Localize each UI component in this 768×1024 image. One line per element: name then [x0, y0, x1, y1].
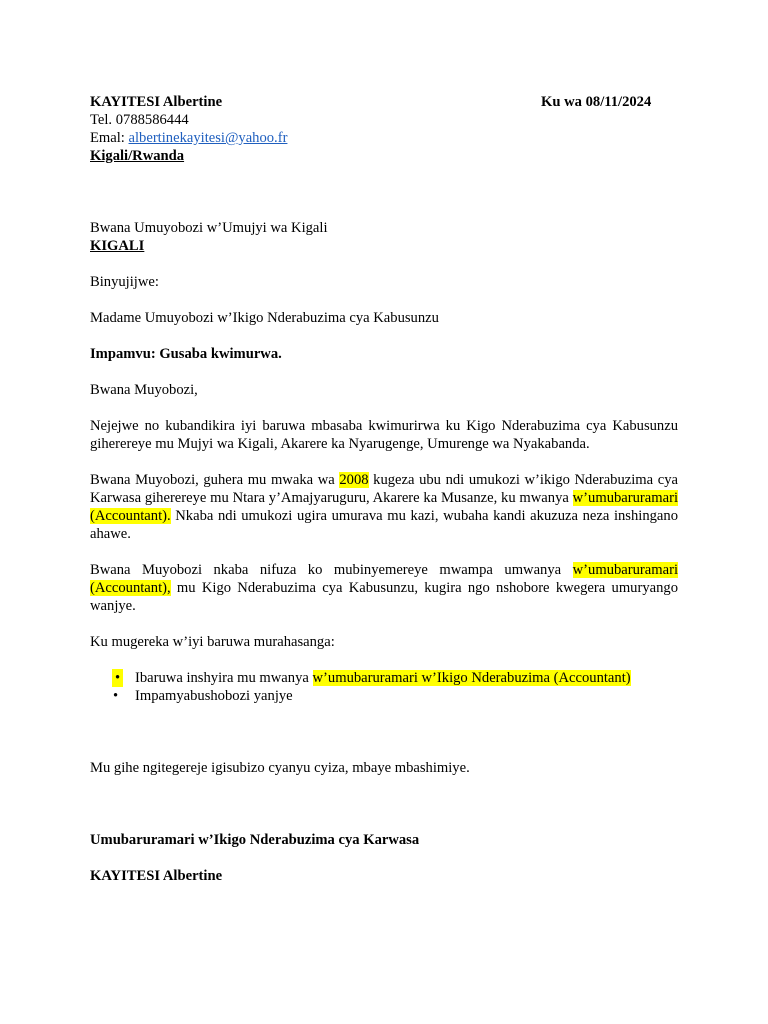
sender-email-link[interactable]: albertinekayitesi@yahoo.fr — [128, 130, 288, 146]
paragraph-request-text-1: Bwana Muyobozi nkaba nifuza ko mubinyemereye mwampa umwanya — [90, 562, 573, 578]
list-item — [90, 687, 678, 705]
salutation: Bwana Muyobozi, — [90, 382, 198, 398]
attachments-list — [90, 669, 678, 705]
recipient-city: KIGALI — [90, 238, 145, 254]
sender-header-row — [90, 93, 678, 111]
highlight-requested-position: w’umubaruramari (Accountant), — [90, 562, 678, 596]
recipient-line: Bwana Umuyobozi w’Umujyi wa Kigali — [90, 220, 328, 236]
subject-line: Impamvu: Gusaba kwimurwa. — [90, 346, 282, 362]
attachment-text: Ibaruwa inshyira mu mwanya — [135, 670, 313, 686]
highlight-position: w’umubaruramari (Accountant). — [90, 490, 678, 524]
paragraph-request — [90, 561, 678, 615]
signature-title: Umubaruramari w’Ikigo Nderabuzima cya Karwasa — [90, 832, 420, 848]
letter-page — [90, 93, 678, 885]
paragraph-intro: Nejejwe no kubandikira iyi baruwa mbasaba kwimurirwa ku Kigo Nderabuzima cya Kabusunzu giherereye mu Mujyi wa Kigali, Akarere ka Nyarugenge, Umurenge wa Nyakabanda. — [90, 418, 678, 452]
paragraph-employment-text-1: Bwana Muyobozi, guhera mu mwaka wa — [90, 472, 340, 488]
signature-name: KAYITESI Albertine — [90, 868, 223, 884]
attachment-text: Impamyabushobozi yanjye — [135, 688, 293, 704]
sender-location: Kigali/Rwanda — [90, 148, 185, 164]
paragraph-employment-text-2: kugeza ubu ndi umukozi w’ikigo Nderabuzima cya Karwasa giherereye mu Ntara y’Amajyaruguru, Akarere ka Musanze, ku mwanya — [90, 472, 678, 506]
sender-name: KAYITESI Albertine — [90, 94, 223, 110]
cc-label: Binyujijwe: — [90, 274, 159, 290]
sender-email-line — [90, 129, 678, 147]
bullet-icon: • — [113, 688, 119, 704]
list-item — [90, 669, 678, 687]
highlight-year: 2008 — [339, 472, 369, 488]
attachment-highlight: w’umubaruramari w’Ikigo Nderabuzima (Accountant) — [312, 670, 631, 686]
paragraph-request-text-2: mu Kigo Nderabuzima cya Kabusunzu, kugira ngo nshobore kwegera umuryango wanjye. — [90, 580, 678, 614]
letter-date: Ku wa 08/11/2024 — [541, 94, 652, 110]
closing-line: Mu gihe ngitegereje igisubizo cyanyu cyiza, mbaye mbashimiye. — [90, 760, 470, 776]
paragraph-employment — [90, 471, 678, 543]
paragraph-employment-text-3: Nkaba ndi umukozi ugira umurava mu kazi, wubaha kandi akuzuza neza inshingano ahawe. — [90, 508, 678, 542]
sender-email-label: Emal: — [90, 130, 129, 146]
attachments-intro: Ku mugereka w’iyi baruwa murahasanga: — [90, 634, 335, 650]
cc-recipient: Madame Umuyobozi w’Ikigo Nderabuzima cya Kabusunzu — [90, 310, 439, 326]
sender-phone: Tel. 0788586444 — [90, 112, 189, 128]
bullet-icon: • — [112, 669, 123, 687]
